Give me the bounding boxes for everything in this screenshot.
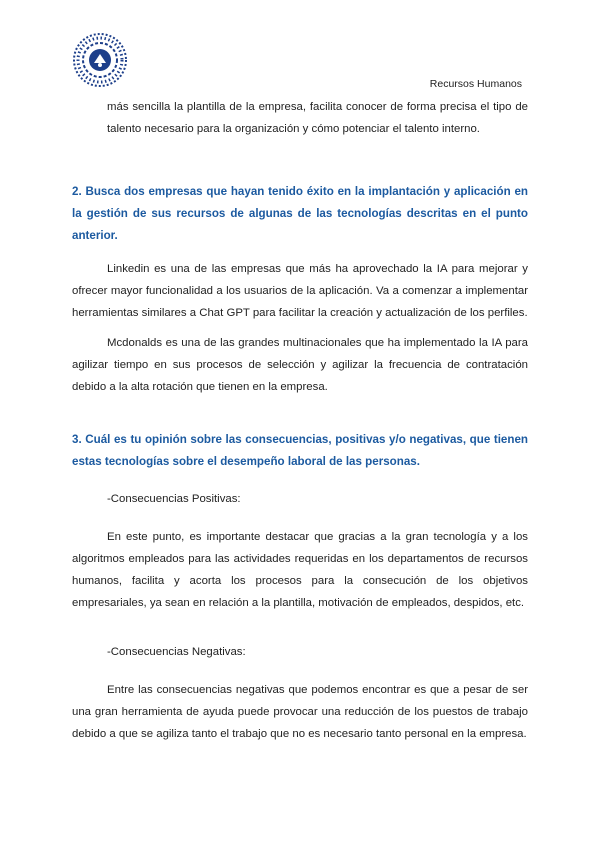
paragraph-linkedin: Linkedin es una de las empresas que más ha aprovechado la IA para mejorar y ofrecer mayor funcionalidad a los usuarios de la aplicación. Va a comenzar a implementar herramientas similares a Chat GPT para facilitar la creación y actualización de los perfiles. [72, 263, 528, 319]
negative-consequences-label: -Consecuencias Negativas: [107, 646, 246, 658]
paragraph-negative: Entre las consecuencias negativas que podemos encontrar es que a pesar de ser una gran herramienta de ayuda puede provocar una reducción de los puestos de trabajo debido a que se agiliza tanto el trabajo que no es necesario tanto personal en la empresa. [72, 684, 528, 740]
header-title: Recursos Humanos [429, 78, 522, 90]
university-seal-logo [72, 32, 128, 88]
paragraph-positive: En este punto, es importante destacar que gracias a la gran tecnología y a los algoritmos empleados para las actividades requeridas en los departamentos de recursos humanos, facilita y acorta los procesos para la consecución de los objetivos empresariales, ya sean en relación a la plantilla, motivación de empleados, despidos, etc. [72, 531, 528, 609]
paragraph-mcdonalds: Mcdonalds es una de las grandes multinacionales que ha implementado la IA para agilizar tiempo en sus procesos de selección y agilizar la frecuencia de contratación debido a la alta rotación que tienen en la empresa. [72, 337, 528, 393]
section-heading-2: 2. Busca dos empresas que hayan tenido éxito en la implantación y aplicación en la gestión de sus recursos de algunas de las tecnologías descritas en el punto anterior. [72, 185, 528, 242]
paragraph-intro: más sencilla la plantilla de la empresa, facilita conocer de forma precisa el tipo de talento necesario para la organización y cómo potenciar el talento interno. [107, 101, 528, 135]
positive-consequences-label: -Consecuencias Positivas: [107, 493, 241, 505]
section-heading-3: 3. Cuál es tu opinión sobre las consecuencias, positivas y/o negativas, que tienen estas tecnologías sobre el desempeño laboral de las personas. [72, 433, 528, 468]
